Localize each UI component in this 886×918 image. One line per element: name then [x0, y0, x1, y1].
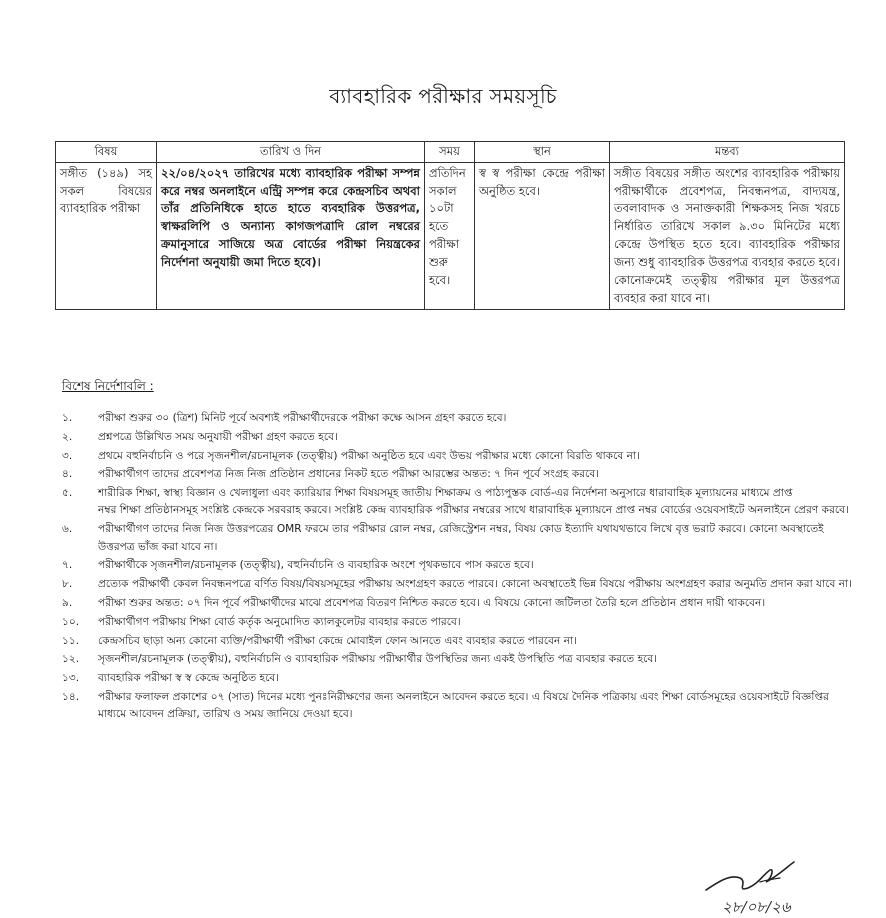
list-item-continuation: নম্বর শিক্ষা প্রতিষ্ঠানসমূহ সংশ্লিষ্ট কেন্দ্রকে সরবরাহ করবে। সংশ্লিষ্ট কেন্দ্র ব্যাবহারিক পরীক্ষার নম্বরের সাথে ধারাবাহিক মূল্যায়নে প্রাপ্ত নম্বর বোর্ডের ওয়েবসাইটে অনলাইনে প্রেরণ করবে। — [98, 504, 849, 517]
list-item-main: পরীক্ষার্থীগণ পরীক্ষায় শিক্ষা বোর্ড কর্তৃক অনুমোদিত ক্যালকুলেটর ব্যবহার করতে পারবে। — [98, 615, 461, 628]
list-item-text — [98, 429, 852, 446]
list-item-text — [98, 485, 852, 520]
list-item — [62, 651, 852, 668]
list-item-text — [98, 651, 852, 668]
list-item-number: ২. — [62, 430, 73, 443]
list-item-number: ১১. — [62, 634, 80, 647]
list-item — [62, 595, 852, 612]
list-item-main: পরীক্ষার্থীগণ তাদের প্রবেশপত্র নিজ নিজ প্রতিষ্ঠান প্রধানের নিকট হতে পরীক্ষা আরম্ভের অন্তত: ৭ দিন পূর্বে সংগ্রহ করবে। — [98, 468, 600, 481]
list-item-number: ১৪. — [62, 690, 80, 703]
list-item — [62, 614, 852, 631]
list-item-main: প্রশ্নপত্রে উল্লিখিত সময় অনুযায়ী পরীক্ষা গ্রহণ করতে হবে। — [98, 430, 338, 443]
list-item — [62, 429, 852, 446]
list-item-main: পরীক্ষার্থীকে সৃজনশীল/রচনামূলক (তত্ত্বীয়), বহুনির্বাচনি ও ব্যবহারিক অংশে পৃথকভাবে পাস করতে হবে। — [98, 559, 534, 572]
list-item — [62, 466, 852, 483]
list-item — [62, 557, 852, 574]
list-item-number: ১. — [62, 412, 73, 424]
list-item — [62, 633, 852, 650]
signature-icon — [700, 852, 800, 916]
list-item-text — [98, 689, 852, 724]
header-remarks: মন্তব্য — [610, 142, 845, 163]
cell-place: স্ব স্ব পরীক্ষা কেন্দ্রে পরীক্ষা অনুষ্ঠিত হবে। — [475, 162, 610, 310]
list-item-main: পরীক্ষা শুরুর অন্তত: ০৭ দিন পূর্বে পরীক্ষার্থীদের মাঝে প্রবেশপত্র বিতরণ নিশ্চিত করতে হবে। এ বিষয়ে কোনো জটিলতা তৈরি হলে প্রতিষ্ঠান প্রধান দায়ী থাকবেন। — [98, 596, 766, 609]
list-item-text — [98, 670, 852, 687]
list-item-number: ১২. — [62, 653, 80, 666]
list-item-number: ১০. — [62, 615, 80, 628]
header-date: তারিখ ও দিন — [157, 142, 425, 163]
list-item — [62, 576, 852, 593]
list-item-number: ৭. — [62, 559, 73, 572]
cell-remarks: সঙ্গীত বিষয়ের সঙ্গীত অংশের ব্যাবহারিক পরীক্ষায় পরীক্ষার্থীকে প্রবেশপত্র, নিবন্ধনপত্র, বাদ্যযন্ত্র, তবলাবাদক ও সনাক্তকারী শিক্ষকসহ নিজ খরচে নির্ধারিত তারিখে সকাল ৯.৩০ মিনিটের মধ্যে কেন্দ্রে উপস্থিত হতে হবে। ব্যাবহারিক পরীক্ষার জন্য শুধু ব্যাবহারিক উত্তরপত্র ব্যবহার করতে হবে। কোনোক্রমেই তত্ত্বীয় পরীক্ষার মূল উত্তরপত্র ব্যবহার করা যাবে না। — [610, 162, 845, 310]
list-item-text — [98, 466, 852, 483]
signature-date: ২৮/০৮/২৬ — [722, 898, 791, 916]
list-item-text — [98, 557, 852, 574]
list-item-main: শারীরিক শিক্ষা, স্বাস্থ্য বিজ্ঞান ও খেলাধুলা এবং ক্যারিয়ার শিক্ষা বিষয়সমূহ জাতীয় শিক্ষাক্রম ও পাঠ্যপুস্তক বোর্ড-এর নির্দেশনা অনুসারে ধারাবাহিক মূল্যায়নের মাধ্যমে প্রাপ্ত — [98, 487, 793, 500]
header-time: সময় — [425, 142, 475, 163]
header-subject: বিষয় — [56, 142, 157, 163]
list-item-main: কেন্দ্রসচিব ছাড়া অন্য কোনো ব্যক্তি/পরীক্ষার্থী পরীক্ষা কেন্দ্রে মোবাইল ফোন আনতে এবং ব্যবহার করতে পারবেন না। — [98, 634, 577, 647]
list-item-text — [98, 521, 852, 556]
list-item-main: পরীক্ষা শুরুর ৩০ (ত্রিশ) মিনিট পূর্বে অবশ্যই পরীক্ষার্থীদেরকে পরীক্ষা কক্ষে আসন গ্রহণ করতে হবে। — [98, 412, 507, 424]
list-item-number: ১৩. — [62, 672, 80, 685]
header-place: স্থান — [475, 142, 610, 163]
cell-subject: সঙ্গীত (১৪৯) সহ সকল বিষয়ের ব্যাবহারিক পরীক্ষা — [56, 162, 157, 310]
list-item-number: ৫. — [62, 487, 73, 500]
instructions-list — [62, 410, 852, 725]
list-item — [62, 485, 852, 520]
list-item — [62, 448, 852, 465]
list-item-main: পরীক্ষার্থীগণ তাদের নিজ নিজ উত্তরপত্রের OMR ফরমে তার পরীক্ষার রোল নম্বর, রেজিস্ট্রেশন নম্বর, বিষয় কোড ইত্যাদি যথাযথভাবে লিখে বৃত্ত ভরাট করবে। কোনো অবস্থাতেই উত্তরপত্র ভাঁজ করা যাবে না। — [98, 523, 824, 553]
list-item-number: ৯. — [62, 596, 73, 609]
list-item-main: পরীক্ষার ফলাফল প্রকাশের ০৭ (সাত) দিনের মধ্যে পুনঃনিরীক্ষণের জন্য অনলাইনে আবেদন করতে হবে। এ বিষয়ে দৈনিক পত্রিকায় এবং শিক্ষা বোর্ডসমূহের ওয়েবসাইটে বিজ্ঞপ্তির মাধ্যমে আবেদন প্রক্রিয়া, তারিখ ও সময় জানিয়ে দেওয়া হবে। — [98, 690, 829, 721]
list-item-main: ব্যাবহারিক পরীক্ষা স্ব স্ব কেন্দ্রে অনুষ্ঠিত হবে। — [98, 672, 280, 685]
instructions-heading: বিশেষ নির্দেশাবলি : — [62, 379, 154, 393]
list-item-number: ৩. — [62, 449, 73, 462]
list-item-text — [98, 410, 852, 427]
list-item-text — [98, 633, 852, 650]
list-item-number: ৮. — [62, 578, 73, 591]
list-item-text — [98, 614, 852, 631]
list-item-main: প্রথমে বহুনির্বাচনি ও পরে সৃজনশীল/রচনামূলক (তত্ত্বীয়) পরীক্ষা অনুষ্ঠিত হবে এবং উভয় পরীক্ষার মধ্যে কোনো বিরতি থাকবে না। — [98, 449, 640, 462]
table-row — [56, 162, 845, 310]
list-item-number: ৪. — [62, 468, 73, 481]
document-title: ব্যাবহারিক পরীক্ষার সময়সূচি — [329, 84, 557, 108]
list-item-text — [98, 595, 852, 612]
table-header-row — [56, 142, 845, 163]
list-item-main: সৃজনশীল/রচনামূলক (তত্ত্বীয়), বহুনির্বাচনি ও ব্যাবহারিক পরীক্ষায় পরীক্ষার্থীর উপস্থিতির জন্য একই উপস্থিতি পত্র ব্যবহার করতে হবে। — [98, 653, 658, 666]
list-item — [62, 410, 852, 427]
list-item-main: প্রত্যেক পরীক্ষার্থী কেবল নিবন্ধনপত্রে বর্ণিত বিষয়/বিষয়সমূহের পরীক্ষায় অংশগ্রহণ করতে পারবে। কোনো অবস্থাতেই ভিন্ন বিষয়ে পরীক্ষায় অংশগ্রহণ করার অনুমতি প্রদান করা যাবে না। — [98, 578, 852, 591]
list-item — [62, 670, 852, 687]
cell-time: প্রতিদিন সকাল ১০টা হতে পরীক্ষা শুরু হবে। — [425, 162, 475, 310]
list-item — [62, 521, 852, 556]
list-item-text — [98, 448, 852, 465]
list-item-number: ৬. — [62, 523, 73, 536]
list-item-text — [98, 576, 852, 593]
list-item — [62, 689, 852, 724]
cell-date: ২২/০৪/২০২৭ তারিখের মধ্যে ব্যাবহারিক পরীক্ষা সম্পন্ন করে নম্বর অনলাইনে এন্ট্রি সম্পন্ন করে কেন্দ্রসচিব অথবা তাঁর প্রতিনিধিকে হাতে হাতে ব্যবহারিক উত্তরপত্র, স্বাক্ষরলিপি ও অন্যান্য কাগজপত্রাদি রোল নম্বরের ক্রমানুসারে সাজিয়ে অত্র বোর্ডের পরীক্ষা নিয়ন্ত্রকের নির্দেশনা অনুযায়ী জমা দিতে হবে)। — [157, 162, 425, 310]
schedule-table — [55, 141, 845, 310]
